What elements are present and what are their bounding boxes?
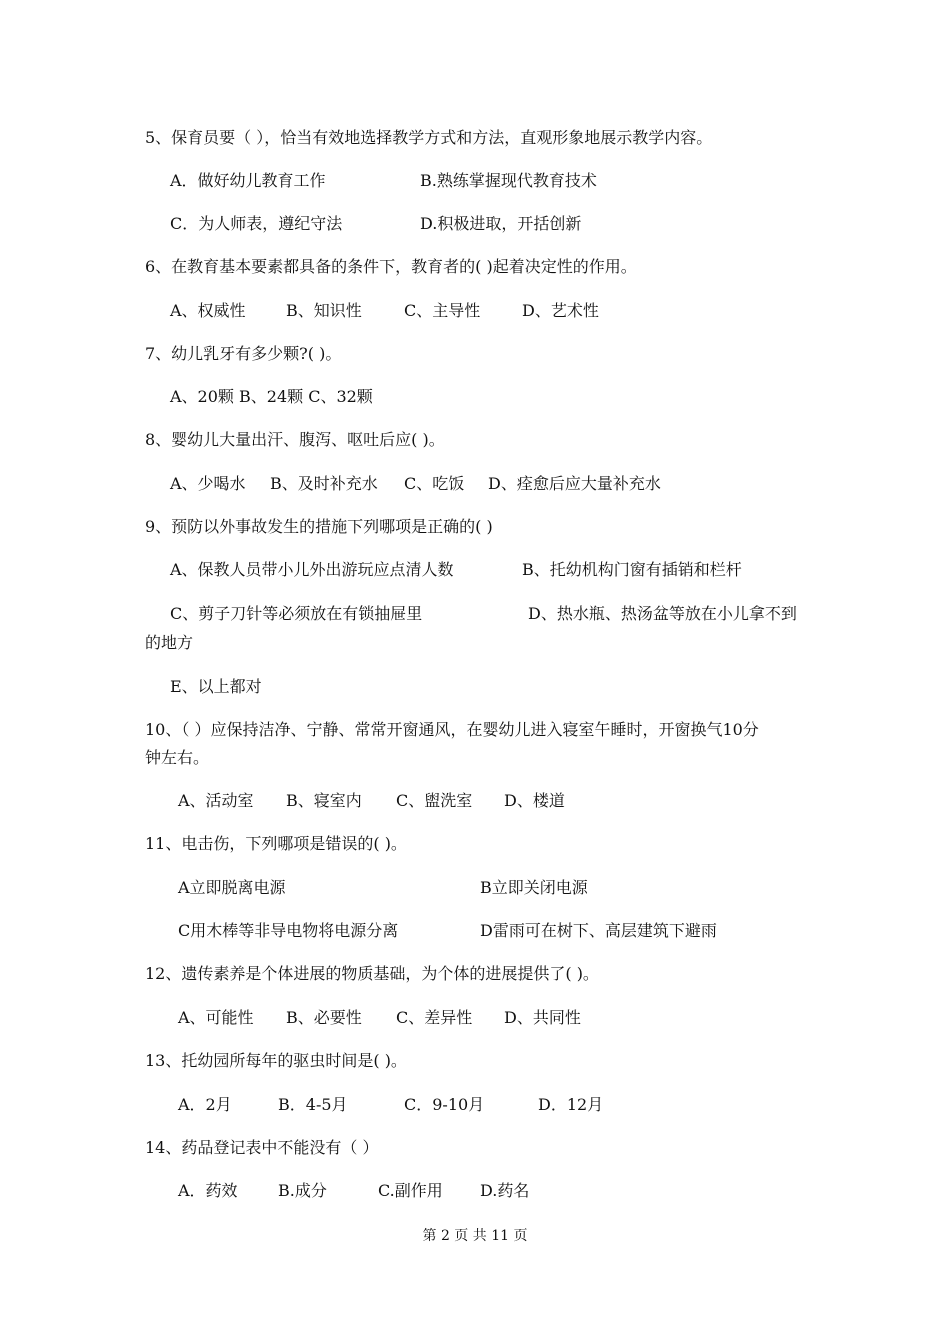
question-10-stem: 10、（ ）应保持洁净、宁静、常常开窗通风，在婴幼儿进入寝室午睡时，开窗换气10分 — [145, 720, 759, 739]
question-9-option-b: B、托幼机构门窗有插销和栏杆 — [522, 560, 742, 579]
question-13-stem: 13、托幼园所每年的驱虫时间是( )。 — [145, 1051, 407, 1070]
question-13-option-d: D．12月 — [538, 1095, 604, 1114]
question-13-option-b: B．4-5月 — [278, 1095, 348, 1114]
question-9-option-e: E、以上都对 — [170, 677, 262, 696]
question-14-option-a: A．药效 — [178, 1181, 238, 1200]
question-11-option-d: D雷雨可在树下、高层建筑下避雨 — [480, 921, 717, 940]
question-9-option-c: C、剪子刀针等必须放在有锁抽屉里 — [170, 604, 423, 623]
question-14-stem: 14、药品登记表中不能没有（ ） — [145, 1138, 379, 1157]
question-10-option-a: A、活动室 — [178, 791, 254, 810]
question-6-stem: 6、在教育基本要素都具备的条件下，教育者的( )起着决定性的作用。 — [145, 257, 637, 276]
question-7-options: A、20颗 B、24颗 C、32颗 — [170, 387, 373, 406]
question-5-stem: 5、保育员要（ ），恰当有效地选择教学方式和方法，直观形象地展示教学内容。 — [145, 128, 713, 147]
question-6-option-c: C、主导性 — [404, 301, 481, 320]
question-11-option-c: C用木棒等非导电物将电源分离 — [178, 921, 399, 940]
question-8-option-c: C、吃饭 — [404, 474, 465, 493]
question-10-option-d: D、楼道 — [504, 791, 565, 810]
question-11-stem: 11、电击伤，下列哪项是错误的( )。 — [145, 834, 407, 853]
question-11-option-a: A立即脱离电源 — [178, 878, 286, 897]
question-10-option-c: C、盥洗室 — [396, 791, 473, 810]
question-5-option-d: D.积极进取，开括创新 — [420, 214, 582, 233]
question-10-stem-continued: 钟左右。 — [145, 748, 210, 767]
question-9-stem: 9、预防以外事故发生的措施下列哪项是正确的( ) — [145, 517, 493, 536]
question-8-option-a: A、少喝水 — [170, 474, 246, 493]
question-6-option-d: D、艺术性 — [522, 301, 599, 320]
question-5-option-b: B.熟练掌握现代教育技术 — [420, 171, 597, 190]
question-6-option-a: A、权威性 — [170, 301, 246, 320]
question-7-stem: 7、幼儿乳牙有多少颗?( )。 — [145, 344, 342, 363]
question-8-option-b: B、及时补充水 — [270, 474, 378, 493]
question-10-option-b: B、寝室内 — [286, 791, 362, 810]
question-5-option-c: C．为人师表，遵纪守法 — [170, 214, 343, 233]
question-5-option-a: A．做好幼儿教育工作 — [170, 171, 326, 190]
question-12-stem: 12、遗传素养是个体进展的物质基础，为个体的进展提供了( )。 — [145, 964, 599, 983]
question-12-option-a: A、可能性 — [178, 1008, 254, 1027]
question-8-option-d: D、痊愈后应大量补充水 — [488, 474, 661, 493]
question-14-option-c: C.副作用 — [378, 1181, 443, 1200]
question-14-option-d: D.药名 — [480, 1181, 530, 1200]
question-6-option-b: B、知识性 — [286, 301, 362, 320]
question-9-option-a: A、保教人员带小儿外出游玩应点清人数 — [170, 560, 454, 579]
question-14-option-b: B.成分 — [278, 1181, 327, 1200]
page-footer: 第 2 页 共 11 页 — [422, 1228, 528, 1244]
question-11-option-b: B立即关闭电源 — [480, 878, 588, 897]
question-12-option-c: C、差异性 — [396, 1008, 473, 1027]
question-9-option-d-continued: 的地方 — [145, 633, 194, 652]
question-9-option-d: D、热水瓶、热汤盆等放在小儿拿不到 — [528, 604, 797, 623]
question-13-option-c: C．9-10月 — [404, 1095, 485, 1114]
question-8-stem: 8、婴幼儿大量出汗、腹泻、呕吐后应( )。 — [145, 430, 445, 449]
question-12-option-d: D、共同性 — [504, 1008, 581, 1027]
question-12-option-b: B、必要性 — [286, 1008, 362, 1027]
question-13-option-a: A．2月 — [178, 1095, 232, 1114]
